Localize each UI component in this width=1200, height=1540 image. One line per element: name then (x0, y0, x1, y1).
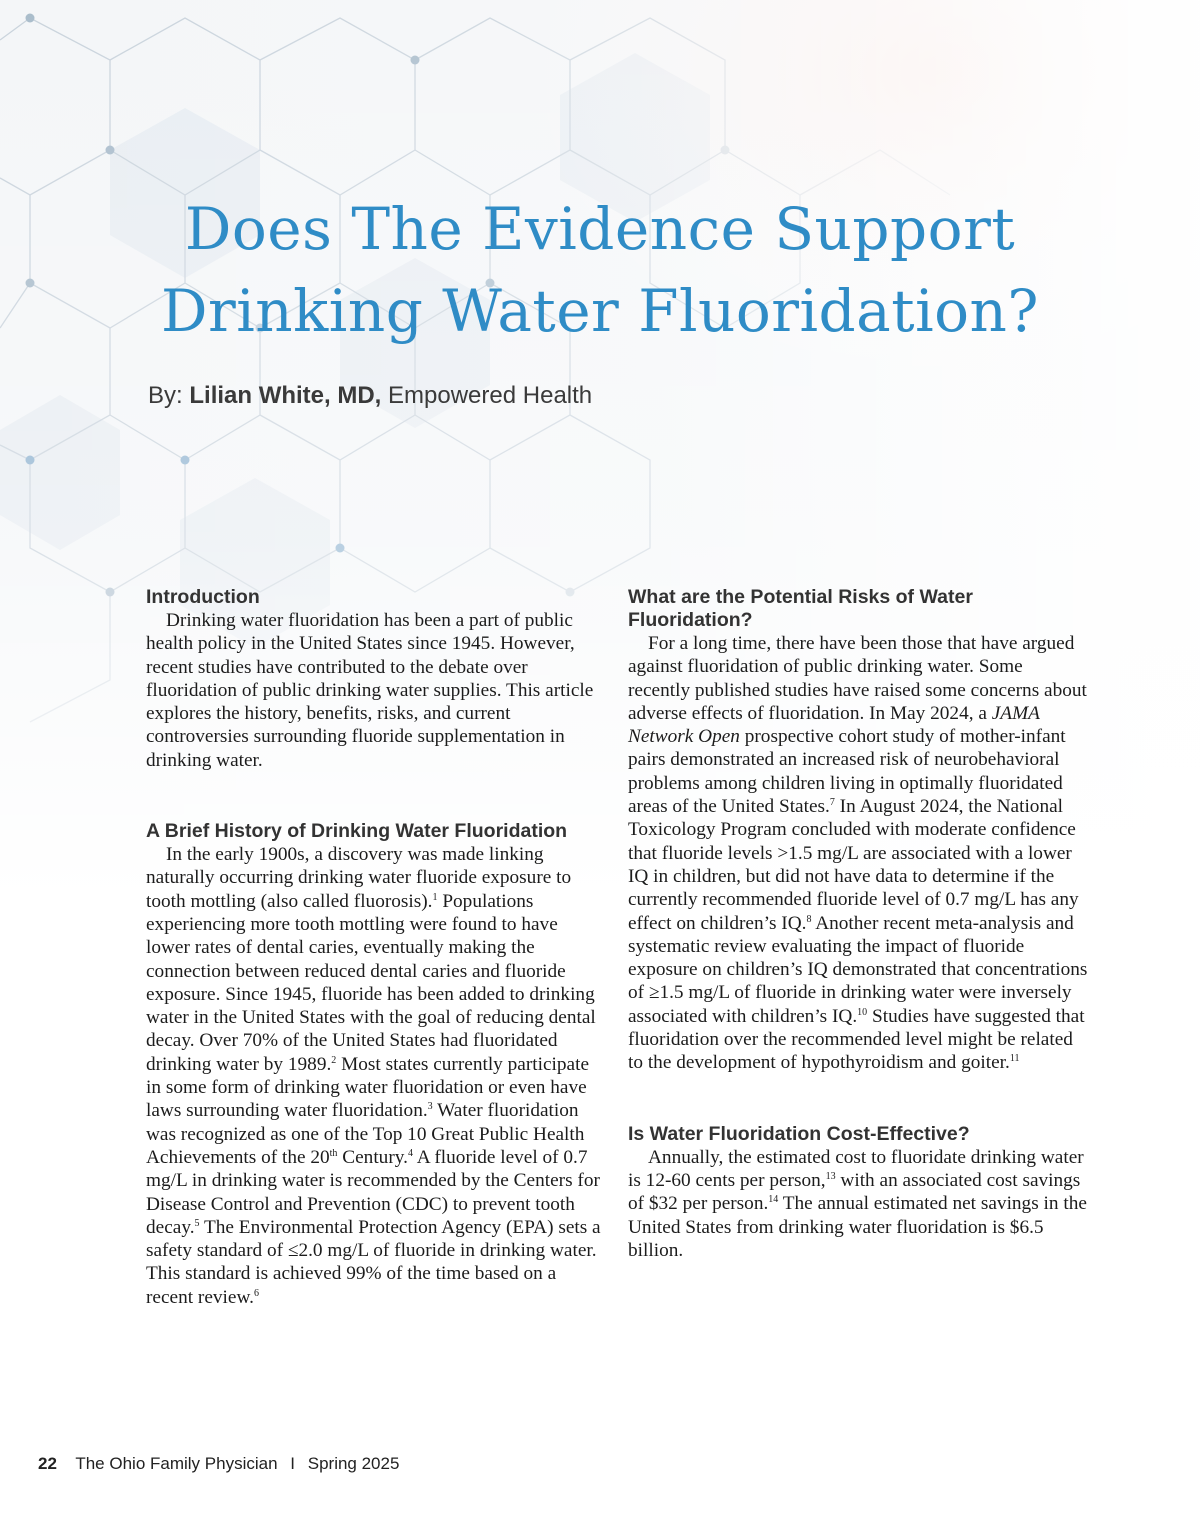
reference-marker: 10 (857, 1006, 868, 1018)
reference-marker: 7 (829, 797, 835, 809)
section-risks (628, 586, 1088, 1075)
left-column (146, 586, 606, 1309)
publication-name: The Ohio Family Physician (75, 1454, 278, 1473)
section-heading: Is Water Fluoridation Cost-Effective? (628, 1122, 970, 1145)
reference-marker: 4 (407, 1147, 413, 1159)
journal-name: JAMA Network Open (628, 702, 1040, 748)
byline-prefix: By: (148, 382, 183, 409)
reference-marker: 14 (768, 1194, 779, 1206)
byline (148, 382, 592, 410)
title-line-2: Drinking Water Fluoridation? (161, 277, 1039, 345)
section-body: Annually, the estimated cost to fluoridate drinking water is 12-60 cents per person,$^{13}$ with an associated cost savings of $32 per person.$^{14}$ The annual estimated net savings in the United States from drinking water fluoridation is $6.5 billion. (628, 1146, 1087, 1261)
section-heading: A Brief History of Drinking Water Fluoridation (146, 820, 568, 843)
reference-marker: 13 (825, 1170, 836, 1182)
section-body: Drinking water fluoridation has been a part of public health policy in the United States since 1945. However, recent studies have contributed to the debate over fluoridation of public drinking water supplies. This article explores the history, benefits, risks, and current controversies surrounding fluoride supplementation in drinking water. (146, 610, 594, 771)
ordinal-suffix: th (329, 1147, 338, 1159)
section-body: For a long time, there have been those that have argued against fluoridation of public drinking water. Some recently published studies have raised some concerns about adverse effects of fluoridation. In May 2024, a JAMA Network Open prospective cohort study of mother-infant pairs demonstrated an increased risk of neurobehavioral problems among children living in optimally fluoridated areas of the United States.$^7$ In August 2024, the National Toxicology Program concluded with moderate confidence that fluoride levels >1.5 mg/L are associated with a lower IQ in children, but did not have data to determine if the currently recommended fluoride level of 0.7 mg/L has any effect on children’s IQ.$^8$ Another recent meta-analysis and systematic review evaluating the impact of fluoride exposure on children’s IQ demonstrated that concentrations of ≥1.5 mg/L of fluoride in drinking water were inversely associated with children’s IQ.$^{10}$ Studies have suggested that fluoridation over the recommended level might be related to the development of hypothyroidism and goiter.$^{11}$ (628, 633, 1088, 1074)
reference-marker: 11 (1009, 1053, 1020, 1065)
reference-marker: 3 (427, 1101, 433, 1113)
issue-date: Spring 2025 (307, 1454, 400, 1473)
byline-organization: Empowered Health (388, 382, 593, 409)
title-line-1: Does The Evidence Support (184, 195, 1016, 263)
section-body: In the early 1900s, a discovery was made linking naturally occurring drinking water fluoride exposure to tooth mottling (also called fluorosis).$^1$ Populations experiencing more tooth mottling were found to have lower rates of dental caries, eventually making the connection between reduced dental caries and fluoride exposure. Since 1945, fluoride has been added to drinking water in the United States with the goal of reducing dental decay. Over 70% of the United States had fluoridated drinking water by 1989.$^2$ Most states currently participate in some form of drinking water fluoridation or even have laws surrounding water fluoridation.$^3$ Water fluoridation was recognized as one of the Top 10 Great Public Health Achievements of the 20th Century.$^4$ A fluoride level of 0.7 mg/L in drinking water is recommended by the Centers for Disease Control and Prevention (CDC) to prevent tooth decay.$^5$ The Environmental Protection Agency (EPA) sets a safety standard of ≤2.0 mg/L of fluoride in drinking water. This standard is achieved 99% of the time based on a recent review.$^6$ (146, 844, 601, 1308)
byline-author: Lilian White, MD, (189, 382, 382, 409)
page-footer (38, 1454, 399, 1474)
section-cost (628, 1123, 1088, 1262)
reference-marker: 6 (253, 1287, 259, 1299)
right-column (628, 586, 1088, 1262)
page-number: 22 (38, 1454, 57, 1473)
section-history (146, 820, 606, 1309)
reference-marker: 1 (432, 891, 438, 903)
section-heading: Introduction (146, 586, 260, 608)
footer-separator: I (290, 1454, 295, 1473)
reference-marker: 5 (194, 1217, 200, 1229)
reference-marker: 8 (806, 913, 812, 925)
section-introduction (146, 586, 606, 772)
article-title (0, 188, 1200, 352)
reference-marker: 2 (331, 1054, 337, 1066)
section-heading: What are the Potential Risks of Water Fluoridation? (628, 586, 973, 631)
